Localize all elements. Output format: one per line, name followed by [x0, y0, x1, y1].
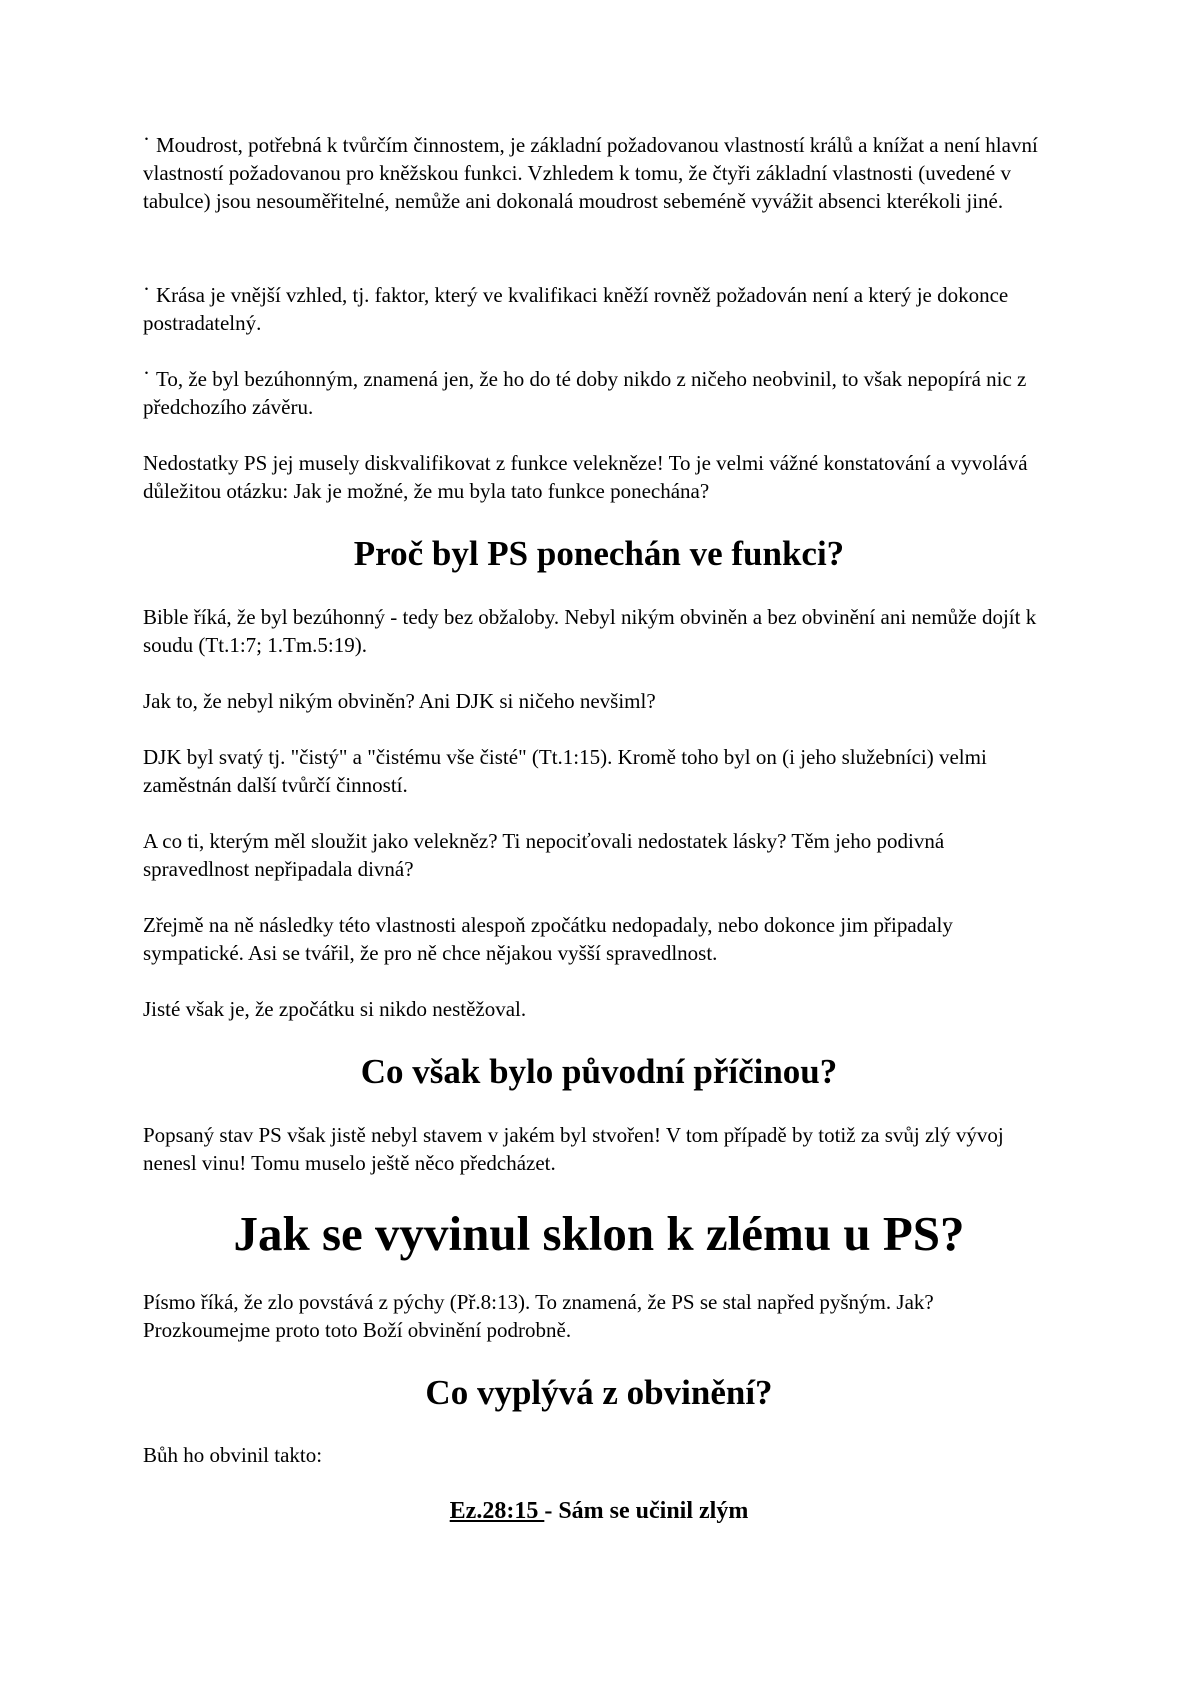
bullet-1: ·	[143, 127, 150, 151]
paragraph-consequences: Zřejmě na ně následky této vlastnosti alespoň zpočátku nedopadaly, nebo dokonce jim připadaly sympatické. Asi se tvářil, že pro ně chce nějakou vyšší spravedlnost.	[143, 913, 953, 965]
paragraph-god-accused: Bůh ho obvinil takto:	[143, 1443, 323, 1467]
paragraph-beauty	[143, 277, 1055, 337]
reference-text: - Sám se učinil zlým	[544, 1498, 749, 1524]
paragraph-blameless	[143, 361, 1055, 421]
paragraph-djk-holy: DJK byl svatý tj. "čistý" a "čistému vše čisté" (Tt.1:15). Kromě toho byl on (i jeho služebníci) velmi zaměstnán další tvůrčí činností.	[143, 745, 987, 797]
heading-original-cause: Co však bylo původní příčinou?	[360, 1052, 838, 1091]
paragraph-blameless-text: To, že byl bezúhonným, znamená jen, že ho do té doby nikdo z ničeho neobvinil, to však nepopírá nic z předchozího závěru.	[143, 367, 1027, 419]
reference-link[interactable]: Ez.28:15	[449, 1498, 545, 1524]
heading-main: Jak se vyvinul sklon k zlému u PS?	[233, 1206, 965, 1261]
paragraph-wisdom-text: Moudrost, potřebná k tvůrčím činnostem, je základní požadovanou vlastností králů a knížat a není hlavní vlastností požadovanou pro kněžskou funkci. Vzhledem k tomu, že čtyři základní vlastnosti (uvedené v tabulce) jsou nesouměřitelné, nemůže ani dokonalá moudrost sebeméně vyvážit absenci kterékoli jiné.	[143, 133, 1038, 213]
paragraph-beauty-text: Krása je vnější vzhled, tj. faktor, který ve kvalifikaci kněží rovněž požadován není a který je dokonce postradatelný.	[143, 283, 1009, 335]
paragraph-deficiencies: Nedostatky PS jej musely diskvalifikovat z funkce velekněze! To je velmi vážné konstatování a vyvolává důležitou otázku: Jak je možné, že mu byla tato funkce ponechána?	[143, 451, 1028, 503]
heading-accusation: Co vyplývá z obvinění?	[425, 1373, 773, 1412]
heading-why-kept: Proč byl PS ponechán ve funkci?	[353, 534, 845, 573]
bullet-3: ·	[143, 361, 150, 385]
paragraph-no-complaint: Jisté však je, že zpočátku si nikdo nestěžoval.	[143, 997, 527, 1021]
paragraph-not-accused: Jak to, že nebyl nikým obviněn? Ani DJK si ničeho nevšiml?	[143, 689, 656, 713]
paragraph-described-state: Popsaný stav PS však jistě nebyl stavem v jakém byl stvořen! V tom případě by totiž za svůj zlý vývoj nenesl vinu! Tomu muselo ještě něco předcházet.	[143, 1123, 1004, 1175]
scripture-reference	[143, 1496, 1055, 1526]
paragraph-wisdom	[143, 127, 1055, 215]
paragraph-scripture-pride: Písmo říká, že zlo povstává z pýchy (Př.8:13). To znamená, že PS se stal napřed pyšným. Jak? Prozkoumejme proto toto Boží obvinění podrobně.	[143, 1290, 934, 1342]
bullet-2: ·	[143, 277, 150, 301]
paragraph-bible-says: Bible říká, že byl bezúhonný - tedy bez obžaloby. Nebyl nikým obviněn a bez obvinění ani nemůže dojít k soudu (Tt.1:7; 1.Tm.5:19).	[143, 605, 1037, 657]
paragraph-those-served: A co ti, kterým měl sloužit jako velekněz? Ti nepociťovali nedostatek lásky? Těm jeho podivná spravedlnost nepřipadala divná?	[143, 829, 945, 881]
